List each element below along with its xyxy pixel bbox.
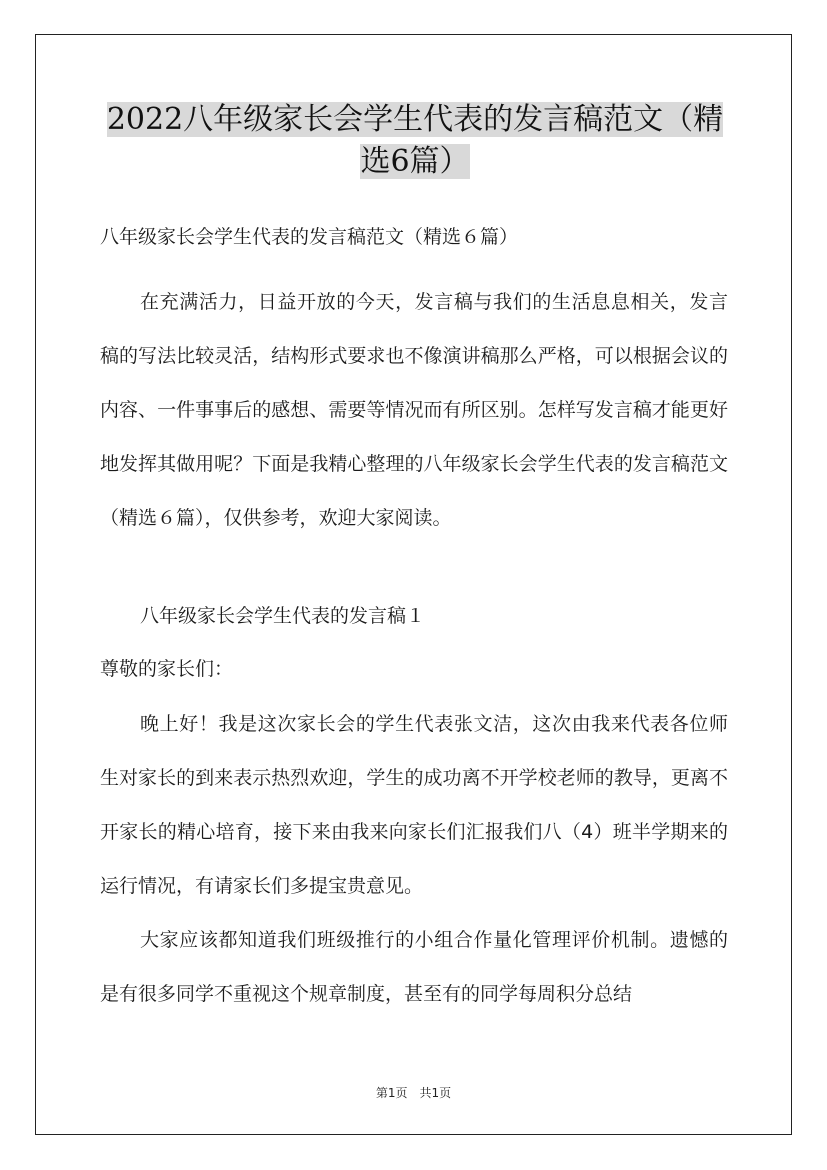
intro-paragraph: 在充满活力，日益开放的今天，发言稿与我们的生活息息相关，发言稿的写法比较灵活，结构形式要求也不像演讲稿那么严格，可以根据会议的内容、一件事事后的感想、需要等情况而有所区别。怎样写发言稿才能更好地发挥其做用呢？下面是我精心整理的八年级家长会学生代表的发言稿范文（精选６篇），仅供参考，欢迎大家阅读。 bbox=[100, 291, 728, 529]
body-paragraph-2: 大家应该都知道我们班级推行的小组合作量化管理评价机制。遗憾的是有很多同学不重视这个规章制度，甚至有的同学每周积分总结 bbox=[100, 929, 728, 1005]
greeting: 尊敬的家长们： bbox=[100, 658, 234, 680]
document-subtitle: 八年级家长会学生代表的发言稿范文（精选６篇） bbox=[100, 226, 519, 248]
title-text: 2022八年级家长会学生代表的发言稿范文（精选6篇） bbox=[106, 102, 724, 179]
page-footer: 第1页 共1页 bbox=[375, 1086, 452, 1100]
body-paragraph-1: 晚上好！我是这次家长会的学生代表张文洁，这次由我来代表各位师生对家长的到来表示热烈欢迎，学生的成功离不开学校老师的教导，更离不开家长的精心培育，接下来由我来向家长们汇报我们八（4）班半学期来的运行情况，有请家长们多提宝贵意见。 bbox=[100, 713, 728, 897]
document-title bbox=[100, 99, 730, 183]
section-heading: 八年级家长会学生代表的发言稿１ bbox=[140, 605, 426, 627]
